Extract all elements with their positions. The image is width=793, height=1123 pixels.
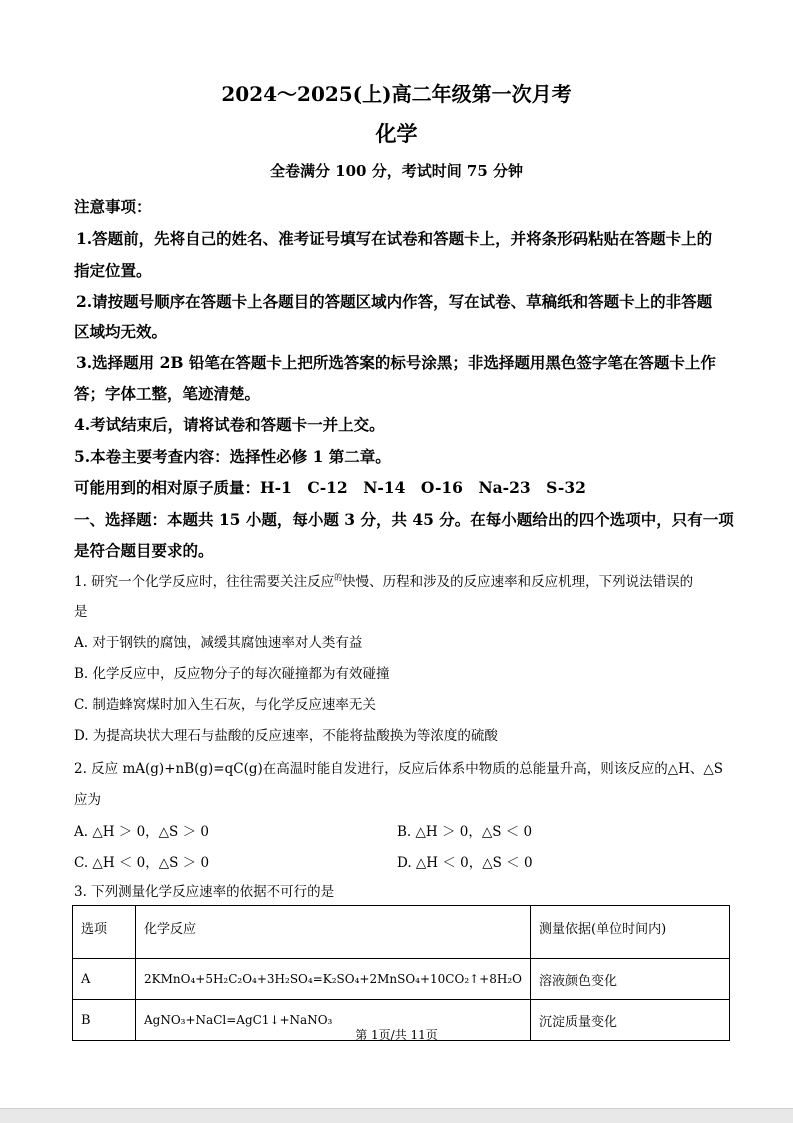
- note-1-line-2: 指定位置。: [74, 261, 152, 280]
- q1-stem-part-2: 快慢、历程和涉及的反应速率和反应机理，下列说法错误的: [342, 574, 694, 590]
- q1-stem-part-1: 1. 研究一个化学反应时，往往需要关注反应: [74, 574, 335, 590]
- q2-option-b: B. △H ＞ 0，△S ＜ 0: [397, 824, 533, 840]
- q1-option-b: B. 化学反应中，反应物分子的每次碰撞都为有效碰撞: [74, 666, 390, 682]
- q1-option-c: C. 制造蜂窝煤时加入生石灰，与化学反应速率无关: [74, 697, 376, 713]
- table-header-cell: 选项: [73, 906, 136, 959]
- table-header-cell: 化学反应: [136, 906, 531, 959]
- q2-option-a: A. △H ＞ 0，△S ＞ 0: [74, 824, 209, 840]
- notes-heading: 注意事项：: [74, 197, 152, 216]
- note-4: 4.考试结束后，请将试卷和答题卡一并上交。: [74, 415, 385, 434]
- section-1-line-2: 是符合题目要求的。: [74, 541, 214, 560]
- q1-stem-line-2: 是: [74, 604, 88, 620]
- section-1-line-1: 一、选择题：本题共 15 小题，每小题 3 分，共 45 分。在每小题给出的四个选项中，只有一项: [74, 510, 734, 529]
- viewer-bottom-bar: [0, 1108, 793, 1123]
- note-3-line-2: 答；字体工整，笔迹清楚。: [74, 384, 261, 403]
- table-cell-basis: 溶液颜色变化: [531, 959, 730, 1000]
- note-2-line-2: 区域均无效。: [74, 322, 168, 341]
- q3-stem: 3. 下列测量化学反应速率的依据不可行的是: [74, 884, 335, 900]
- q2-stem-line-1: 2. 反应 mA(g)+nB(g)=qC(g)在高温时能自发进行，反应后体系中物质的总能量升高，则该反应的△H、△S: [74, 761, 724, 777]
- q3-table: [72, 905, 730, 1041]
- q1-stem-mark: 的: [334, 573, 343, 582]
- exam-info: 全卷满分 100 分，考试时间 75 分钟: [269, 162, 524, 180]
- table-cell-option: A: [73, 959, 136, 1000]
- q1-option-d: D. 为提高块状大理石与盐酸的反应速率，不能将盐酸换为等浓度的硫酸: [74, 728, 498, 744]
- q1-stem-line-1: [74, 570, 729, 590]
- q1-option-a: A. 对于钢铁的腐蚀，减缓其腐蚀速率对人类有益: [74, 635, 363, 651]
- note-1-line-1: 1.答题前，先将自己的姓名、准考证号填写在试卷和答题卡上，并将条形码粘贴在答题卡上的: [76, 229, 713, 248]
- q2-option-c: C. △H ＜ 0，△S ＞ 0: [74, 855, 210, 871]
- table-cell-basis: 沉淀质量变化: [531, 1000, 730, 1041]
- table-row: [73, 959, 730, 1000]
- table-header-row: [73, 906, 730, 959]
- page-footer: 第 1页/共 11页: [355, 1028, 438, 1042]
- subject-title: 化学: [375, 121, 418, 146]
- table-cell-option: B: [73, 1000, 136, 1041]
- q2-stem-line-2: 应为: [74, 792, 101, 808]
- atomic-masses: 可能用到的相对原子质量：H-1 C-12 N-14 O-16 Na-23 S-32: [74, 478, 586, 497]
- note-5: 5.本卷主要考查内容：选择性必修 1 第二章。: [74, 447, 391, 466]
- note-3-line-1: 3.选择题用 2B 铅笔在答题卡上把所选答案的标号涂黑；非选择题用黑色签字笔在答题卡上作: [76, 353, 716, 372]
- note-2-line-1: 2.请按题号顺序在答题卡上各题目的答题区域内作答，写在试卷、草稿纸和答题卡上的非答题: [76, 292, 713, 311]
- table-cell-reaction: AgNO₃+NaCl=AgC1↓+NaNO₃: [136, 1000, 531, 1041]
- exam-title: 2024～2025(上)高二年级第一次月考: [221, 82, 572, 106]
- q2-option-d: D. △H ＜ 0，△S ＜ 0: [397, 855, 533, 871]
- table-cell-reaction: 2KMnO₄+5H₂C₂O₄+3H₂SO₄=K₂SO₄+2MnSO₄+10CO₂↑+8H₂O: [136, 959, 531, 1000]
- table-header-cell: 测量依据(单位时间内): [531, 906, 730, 959]
